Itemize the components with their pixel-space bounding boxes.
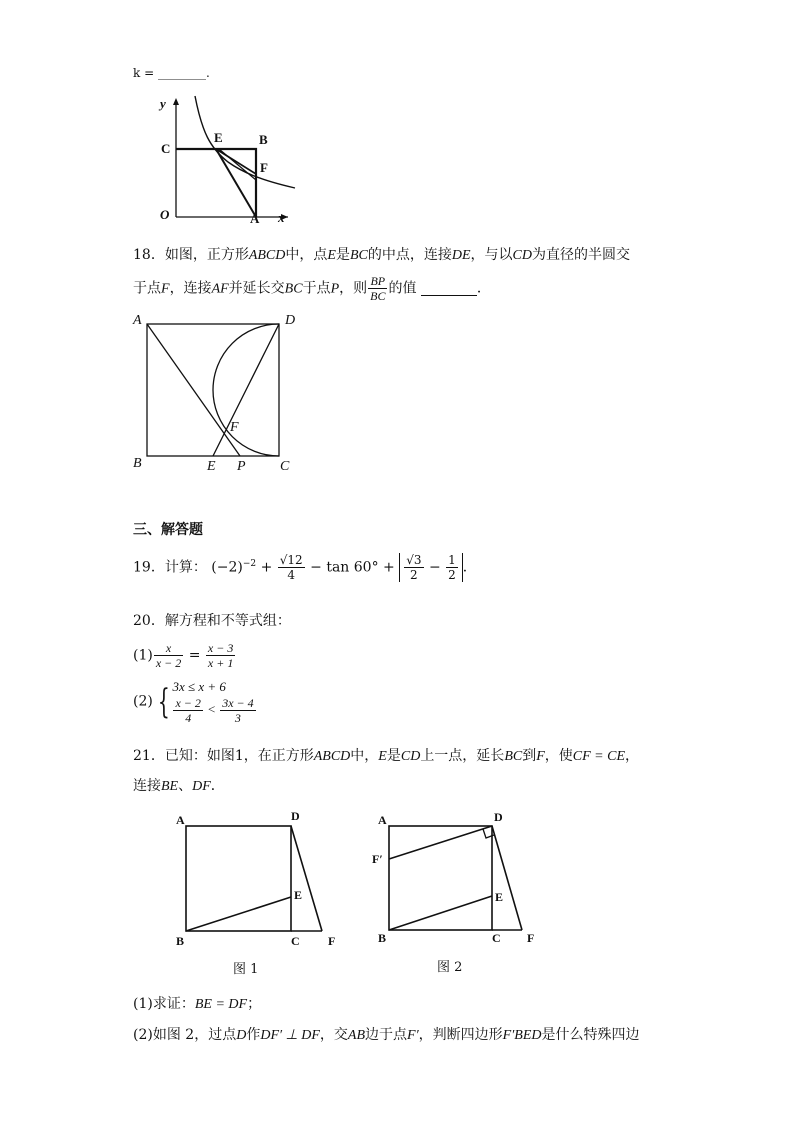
q19-line: 19．计算： $(-2)^{-2}$ + $\frac{√12}{4}$ − tan 60° + $\frac{√3}{2}$ − $\frac{1}{2}$ ． bbox=[133, 553, 477, 582]
q18-figure bbox=[130, 310, 300, 480]
svg-text:D: D bbox=[494, 810, 503, 824]
svg-text:E: E bbox=[207, 459, 216, 474]
svg-text:D: D bbox=[291, 809, 300, 823]
q17-label-C: C bbox=[161, 141, 171, 156]
q21-part1: (1)求证：BE = DF； bbox=[133, 996, 262, 1012]
q18-fraction: $\frac{BP}{BC}$ bbox=[370, 274, 386, 303]
svg-text:B: B bbox=[378, 931, 387, 945]
q18-line1: 18．如图，正方形ABCD中，点E是BC的中点，连接DE，与以CD为直径的半圆交 bbox=[133, 247, 630, 263]
q17-label-x: x bbox=[278, 210, 285, 225]
q21-figure-1 bbox=[170, 808, 350, 948]
svg-text:A: A bbox=[176, 813, 185, 827]
svg-text:B: B bbox=[133, 456, 142, 471]
q21-figure-2-caption: 图 2 bbox=[437, 960, 463, 975]
svg-text:E: E bbox=[294, 888, 303, 902]
svg-text:C: C bbox=[291, 934, 300, 948]
q21-part2: (2)如图 2，过点D作DF′ ⊥ DF，交AB边于点F′，判断四边形F′BED是什么特殊四边 bbox=[133, 1027, 640, 1043]
svg-text:E: E bbox=[495, 890, 504, 904]
svg-text:F: F bbox=[328, 934, 336, 948]
svg-text:A: A bbox=[133, 313, 142, 328]
q21-line1: 21．已知：如图1，在正方形ABCD中，E是CD上一点，延长BC到F，使CF = CE， bbox=[133, 748, 639, 764]
q20-part1: (1) $\frac{x}{x - 2}$ = $\frac{x - 3}{x + 1}$ bbox=[133, 641, 234, 670]
section-heading: 三、解答题 bbox=[133, 522, 203, 538]
q20-title: 20．解方程和不等式组： bbox=[133, 613, 291, 629]
q21-line2: 连接BE、DF． bbox=[133, 778, 225, 794]
q17-label-F: F bbox=[260, 160, 268, 175]
q21-figure-1-caption: 图 1 bbox=[233, 962, 259, 977]
q20-part2: (2) { 3x ≤ x + 6 $\frac{x - 2}{4}$ < $\frac{3x - 4}{3}$ bbox=[133, 679, 254, 725]
svg-text:F: F bbox=[527, 931, 535, 945]
svg-text:F: F bbox=[230, 420, 239, 435]
svg-text:B: B bbox=[176, 934, 185, 948]
svg-text:C: C bbox=[492, 931, 501, 945]
q18-line2: 于点F，连接AF并延长交BC于点P，则 $\frac{BP}{BC}$ 的值 ． bbox=[133, 274, 491, 303]
q17-answer: k = ________. bbox=[133, 66, 210, 80]
q17-label-O: O bbox=[160, 207, 170, 222]
svg-text:C: C bbox=[280, 459, 290, 474]
q17-label-E: E bbox=[214, 130, 223, 145]
q17-label-B: B bbox=[259, 132, 268, 147]
q21-figure-2 bbox=[370, 808, 550, 948]
svg-text:A: A bbox=[378, 813, 387, 827]
svg-text:F′: F′ bbox=[372, 852, 383, 866]
q18-answer-blank bbox=[421, 295, 477, 296]
q17-label-y: y bbox=[160, 96, 166, 111]
q17-figure bbox=[150, 92, 300, 232]
q17-label-A: A bbox=[250, 211, 260, 226]
svg-text:P: P bbox=[237, 459, 246, 474]
svg-text:D: D bbox=[285, 313, 296, 328]
